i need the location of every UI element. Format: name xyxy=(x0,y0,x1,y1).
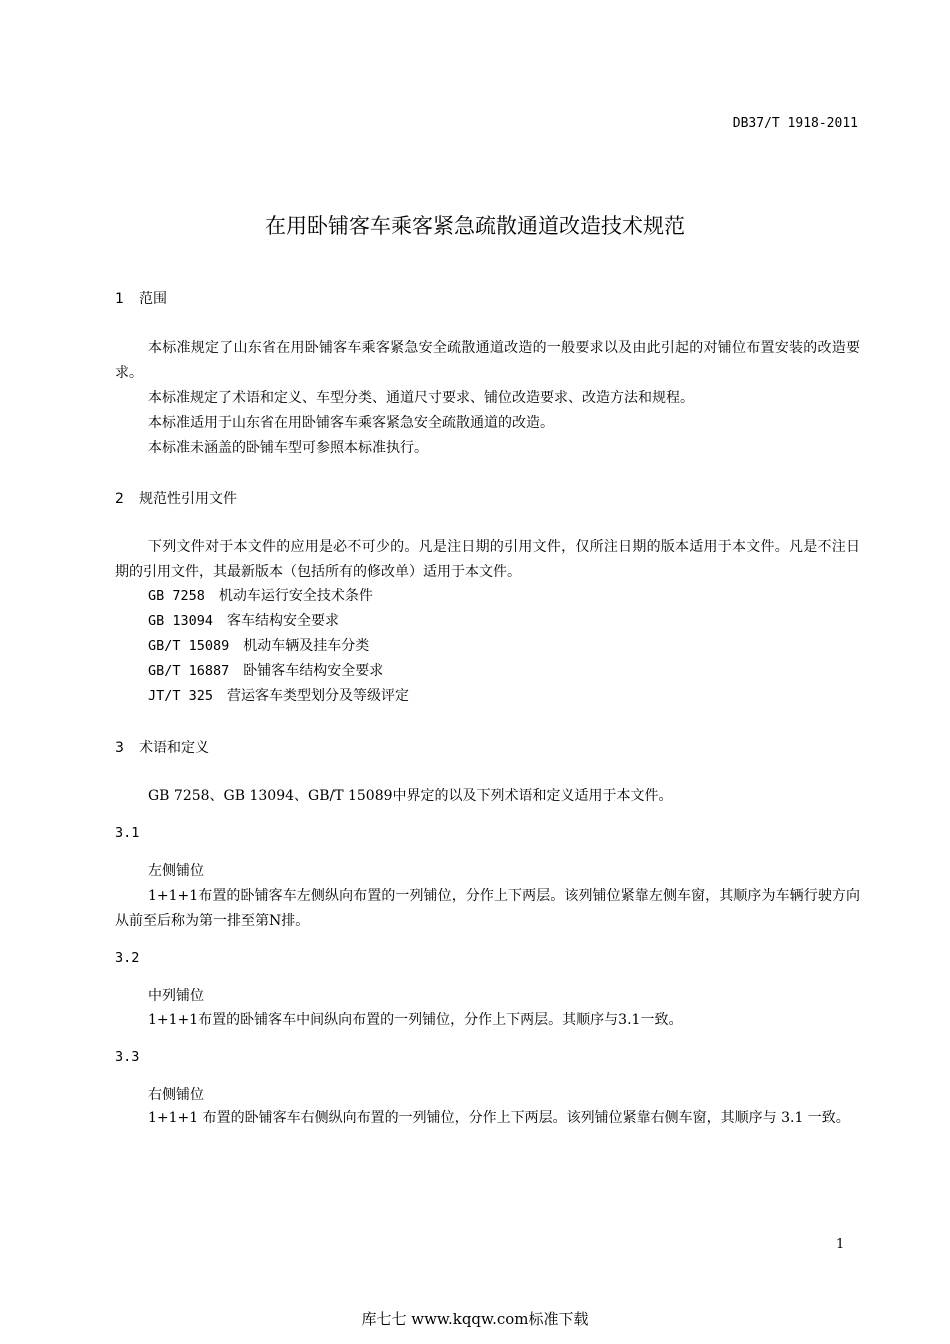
reference-item xyxy=(148,610,339,630)
reference-code: GB/T 16887 xyxy=(148,663,230,679)
section-1-heading xyxy=(115,288,167,308)
paragraph: 本标准规定了术语和定义、车型分类、通道尺寸要求、铺位改造要求、改造方法和规程。 xyxy=(148,390,694,406)
section-title: 规范性引用文件 xyxy=(139,491,237,507)
section-number: 3 xyxy=(115,740,124,756)
reference-item xyxy=(148,660,383,680)
term-number: 3.1 xyxy=(115,825,140,841)
section-2-heading xyxy=(115,488,237,508)
term-number: 3.2 xyxy=(115,950,140,966)
reference-title: 营运客车类型划分及等级评定 xyxy=(227,688,410,704)
section-title: 术语和定义 xyxy=(139,740,209,756)
footer-watermark: 库七七 www.kqqw.com标准下载 xyxy=(361,1310,589,1328)
term-name: 左侧铺位 xyxy=(148,863,204,879)
reference-code: GB 7258 xyxy=(148,588,205,604)
reference-title: 客车结构安全要求 xyxy=(227,613,340,629)
term-number: 3.3 xyxy=(115,1049,140,1065)
reference-title: 机动车辆及挂车分类 xyxy=(243,638,370,654)
paragraph: GB 7258、GB 13094、GB/T 15089中界定的以及下列术语和定义适用于本文件。 xyxy=(148,788,673,804)
reference-title: 机动车运行安全技术条件 xyxy=(218,588,373,604)
reference-code: JT/T 325 xyxy=(148,688,214,704)
paragraph: 下列文件对于本文件的应用是必不可少的。凡是注日期的引用文件，仅所注日期的版本适用于本文件。凡是不注日期的引用文件，其最新版本（包括所有的修改单）适用于本文件。 xyxy=(115,539,860,580)
reference-item xyxy=(148,585,373,605)
section-3-heading xyxy=(115,737,209,757)
term-definition: 1+1+1 布置的卧铺客车右侧纵向布置的一列铺位，分作上下两层。该列铺位紧靠右侧车窗，其顺序与 3.1 一致。 xyxy=(148,1110,850,1126)
term-name: 右侧铺位 xyxy=(148,1087,204,1103)
reference-item xyxy=(148,685,409,705)
term-name: 中列铺位 xyxy=(148,988,204,1004)
section-number: 2 xyxy=(115,491,124,507)
term-definition: 1+1+1布置的卧铺客车左侧纵向布置的一列铺位，分作上下两层。该列铺位紧靠左侧车窗，其顺序为车辆行驶方向从前至后称为第一排至第N排。 xyxy=(115,888,860,929)
document-title: 在用卧铺客车乘客紧急疏散通道改造技术规范 xyxy=(265,214,685,238)
paragraph: 本标准规定了山东省在用卧铺客车乘客紧急安全疏散通道改造的一般要求以及由此引起的对铺位布置安装的改造要求。 xyxy=(115,340,860,381)
reference-title: 卧铺客车结构安全要求 xyxy=(243,663,384,679)
reference-code: GB/T 15089 xyxy=(148,638,230,654)
term-definition: 1+1+1布置的卧铺客车中间纵向布置的一列铺位，分作上下两层。其顺序与3.1一致。 xyxy=(148,1012,683,1028)
page-number: 1 xyxy=(836,1237,845,1252)
paragraph: 本标准未涵盖的卧铺车型可参照本标准执行。 xyxy=(148,440,428,456)
paragraph: 本标准适用于山东省在用卧铺客车乘客紧急安全疏散通道的改造。 xyxy=(148,415,554,431)
reference-code: GB 13094 xyxy=(148,613,214,629)
section-number: 1 xyxy=(115,291,124,307)
section-title: 范围 xyxy=(139,291,167,307)
document-code: DB37/T 1918-2011 xyxy=(732,116,858,131)
reference-item xyxy=(148,635,369,655)
